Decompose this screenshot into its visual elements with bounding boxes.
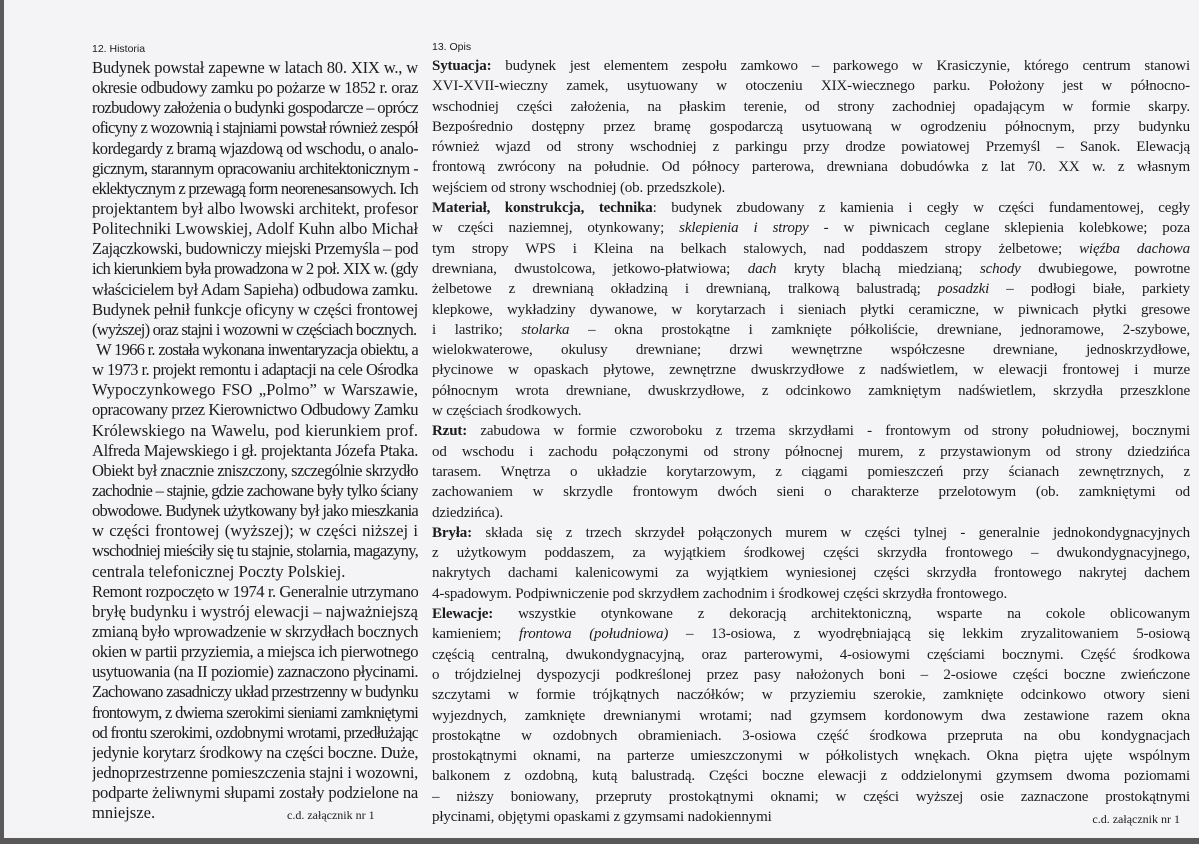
- text-line: opracowany przez Kierownictwo Odbudowy Zamku: [92, 400, 418, 420]
- text-segment: budynek jest elementem zespołu zamkowo – parkowego w Krasiczynie, którego centrum stanowi: [491, 58, 1190, 74]
- text-segment: w części naziemnej, otynkowany;: [432, 220, 680, 237]
- text-segment: wszystkie otynkowane z dekoracją architektoniczną, wsparte na cokole oblicowanym: [493, 606, 1190, 623]
- text-line: Budynek powstał zapewne w latach 80. XIX w., w: [92, 58, 418, 77]
- section-historia: [92, 40, 418, 823]
- text-line: Alfreda Majewskiego i gł. projektanta Józefa Ptaka.: [92, 440, 418, 460]
- text-line: [432, 198, 1190, 218]
- text-line: [432, 360, 1190, 380]
- text-line: jednoprzestrzenne pomieszczenia stajni i wozowni,: [92, 762, 418, 782]
- text-segment: – niższy boniowany, przepruty prostokątnymi oknami; w części wyższej osie zaznaczone prostokątnymi: [432, 788, 1190, 805]
- text-line: [432, 462, 1190, 482]
- text-line: Budynek pełnił funkcje oficyny w części frontowej: [92, 299, 418, 319]
- text-segment: od wschodu i zachodu połączonymi od strony północnej murem, z przystawionym od strony dziedzińca: [432, 443, 1190, 460]
- text-line: [432, 706, 1190, 726]
- text-segment: klepkowe, wykładziny dywanowe, w korytarzach i sieniach płytki ceramiczne, w piwnicach płytki gresowe: [432, 301, 1190, 318]
- text-segment: północnym wrota drewniane, dwuskrzydłowe, z odcinkowo zamkniętym nadświetlem, skrzydła przeszklone: [432, 382, 1190, 399]
- text-segment: żelbetowe z drewnianą okładziną i drewnianą, tralkową balustradą;: [432, 281, 938, 298]
- text-line: wschodniej mieściły się tu stajnie, stolarnia, magazyny,: [92, 541, 418, 561]
- text-line: [432, 787, 1190, 807]
- text-segment: składa się z trzech skrzydeł połączonych murem w części tylnej - generalnie jednokondygnacyjnych: [471, 524, 1190, 541]
- text-line: Zajączkowski, budowniczy miejski Przemyśla – pod: [92, 239, 418, 259]
- text-line: zmianą było wprowadzenie w skrzydłach bocznych: [92, 621, 418, 641]
- text-line: [432, 117, 1190, 137]
- text-line: [432, 766, 1190, 786]
- text-line: (wyższej) oraz stajni i wozowni w częściach bocznych.: [92, 319, 417, 339]
- text-segment: – podłogi białe, parkiety: [989, 281, 1190, 298]
- text-segment: wyjezdnych, zamknięte drewnianymi wrotami; nad gzymsem kordonowym dwa zestawione razem okna: [432, 707, 1190, 724]
- text-segment: zabudowa w formie czworoboku z trzema skrzydłami - frontowym od strony południowej, bocznymi: [467, 423, 1190, 440]
- paragraph-label: Rzut:: [432, 423, 468, 440]
- text-segment: wielokwaterowe, okulusy drewniane; drzwi wewnętrzne współczesne drewniane, jednoskrzydłowe,: [432, 342, 1190, 359]
- emphasis-term: posadzki: [937, 281, 990, 298]
- text-line: bryłę budynku i wystrój elewacji – najważniejszą: [92, 601, 418, 621]
- text-segment: balkonem z ozdobną, kutą balustradą. Części boczne elewacji z oddzielonymi gzymsem dwoma poziomami: [432, 768, 1190, 785]
- text-line: [432, 624, 1190, 644]
- text-segment: wejściem od strony wschodniej (ob. przedszkole).: [432, 179, 726, 196]
- continuation-note: c.d. załącznik nr 1: [287, 808, 375, 822]
- text-line: [432, 421, 1190, 441]
- text-line: kordegardy z bramą wjazdową od wschodu, o analo-: [92, 138, 418, 158]
- text-line: [432, 685, 1190, 705]
- text-line: projektantem był albo lwowski architekt, profesor: [92, 198, 418, 218]
- text-line: W 1966 r. została wykonana inwentaryzacja obiektu, a: [96, 339, 418, 359]
- text-line: [432, 381, 1190, 401]
- text-segment: - w piwnicach ceglane sklepienia kolebkowe; poza: [808, 220, 1190, 237]
- text-line: Remont rozpoczęto w 1974 r. Generalnie utrzymano: [92, 581, 418, 601]
- text-segment: dziedzińca).: [432, 504, 504, 521]
- text-line: mniejsze.: [92, 803, 156, 823]
- section-heading-historia: 12. Historia: [92, 43, 146, 55]
- section-heading-opis: 13. Opis: [432, 41, 472, 53]
- text-line: [432, 807, 772, 827]
- emphasis-term: schody: [979, 260, 1021, 277]
- text-line: Królewskiego na Wawelu, pod kierunkiem prof.: [92, 420, 418, 440]
- emphasis-term: sklepienia i stropy: [679, 220, 809, 237]
- text-segment: wschodniej części założenia, na płaskim terenie, od strony zachodniej opadającym w formie skarpy.: [432, 98, 1190, 115]
- text-line: [432, 157, 1190, 177]
- text-line: [432, 604, 1190, 624]
- opis-text: [432, 56, 1190, 827]
- emphasis-term: więźba dachowa: [1079, 240, 1190, 257]
- text-line: ich kierunkiem była prowadzona w 2 poł. XIX w. (gdy: [92, 259, 418, 279]
- text-line: [432, 56, 1190, 76]
- text-line: podparte żeliwnymi słupami zostały podzielone na: [92, 783, 418, 803]
- text-line: usytuowania (na II poziomie) zaznaczono płycinami.: [92, 662, 418, 682]
- text-segment: również wjazd od strony wschodniej z parkingu przy drodze powiatowej Przemyśl – Sanok. Elewacją: [432, 139, 1190, 156]
- emphasis-term: frontowa (południowa): [519, 626, 669, 643]
- text-line: zachodnie – stajnie, gdzie zachowane były tylko ściany: [92, 480, 418, 500]
- text-line: frontowym, z dwiema szerokimi sieniami zamkniętymi: [92, 702, 418, 722]
- historia-text: [92, 58, 418, 823]
- text-line: [432, 746, 1190, 766]
- text-segment: w częściach środkowych.: [432, 403, 582, 420]
- text-line: [432, 645, 1190, 665]
- text-line: [432, 543, 1190, 563]
- text-line: Politechniki Lwowskiej, Adolf Kuhn albo Michał: [92, 219, 418, 239]
- text-line: [432, 178, 725, 198]
- text-segment: XVI-XVII-wieczny zamek, usytuowany w otoczeniu XIX-wiecznego parku. Położony jest w północno-: [432, 78, 1190, 95]
- text-segment: płycinowe w opaskach płytowe, zewnętrzne dwuskrzydłowe z nadświetlem, w elewacji frontowej i murze: [432, 362, 1190, 379]
- text-line: Obiekt był znacznie zniszczony, szczególnie skrzydło: [92, 460, 418, 480]
- text-line: [432, 137, 1190, 157]
- paragraph-label: Bryła:: [432, 524, 472, 541]
- text-line: centrala telefonicznej Poczty Polskiej.: [92, 561, 346, 581]
- text-segment: szczytami w formie trójkątnych naczółków; w przyziemiu szerokie, zamknięte odcinkowo otwory sieni: [432, 687, 1190, 704]
- text-segment: tym stropy WPS i Kleina na belkach stalowych, nad poddaszem stropy żelbetowe;: [432, 240, 1080, 257]
- text-line: [432, 300, 1190, 320]
- section-opis: [432, 38, 1190, 827]
- text-segment: kryty blachą miedzianą;: [776, 260, 980, 277]
- text-line: od frontu szerokimi, ozdobnymi wrotami, przedłużając: [92, 722, 418, 742]
- text-line: Zachowano zasadniczy układ przestrzenny w budynku: [92, 682, 418, 702]
- text-segment: płycinami, objętymi opaskami z gzymsami nadokiennymi: [432, 808, 772, 825]
- text-segment: 4-spadowym. Podpiwniczenie pod skrzydłem zachodnim i środkowej części skrzydła frontowego.: [432, 585, 1008, 602]
- text-line: [432, 401, 581, 421]
- paragraph-label: Sytuacja:: [432, 58, 492, 74]
- text-line: [432, 523, 1190, 543]
- text-segment: – 13-osiowa, z wyodrębniającą się lekkim zryzalitowaniem 5-osiową: [668, 626, 1190, 643]
- text-segment: drewniana, dwustolcowa, jetkowo-płatwiowa;: [432, 260, 748, 277]
- emphasis-term: dach: [747, 260, 777, 277]
- text-segment: o trójdzielnej dyspozycji podkreślonej przez pasy nałożonych boni – 2-osiowe części boczne zwieńczone: [432, 666, 1190, 683]
- text-line: [432, 259, 1190, 279]
- text-segment: z użytkowym poddaszem, za wyjątkiem środkowej części skrzydła frontowego – dwukondygnacyjnego,: [432, 545, 1190, 562]
- text-line: gicznym, starannym opracowaniu architektonicznym -: [92, 158, 418, 178]
- text-line: [432, 239, 1190, 259]
- continuation-note: c.d. załącznik nr 1: [1092, 812, 1180, 826]
- text-segment: kamieniem;: [432, 626, 520, 643]
- text-line: [432, 726, 1190, 746]
- text-line: [432, 279, 1190, 299]
- emphasis-term: stolarka: [521, 321, 570, 338]
- text-line: [432, 97, 1190, 117]
- text-segment: tarasem. Wnętrza o układzie korytarzowym, z ciągami pomieszczeń przy ścianach zewnętrznych, z: [432, 463, 1190, 480]
- text-segment: Bezpośrednio dostępny przez bramę gospodarczą usytuowaną w ogrodzeniu północnym, przy budynku: [432, 118, 1190, 135]
- text-segment: frontową zwrócony na południe. Od północy parterowa, drewniana dobudówka z lat 70. XX w. z własnym: [432, 159, 1190, 176]
- text-segment: – okna prostokątne i zamknięte półkoliście, drewniane, jednoramowe, 2-szybowe,: [569, 321, 1190, 338]
- text-line: [432, 482, 1190, 502]
- text-line: właścicielem był Adam Sapieha) odbudowa zamku.: [92, 279, 418, 299]
- text-segment: zachowaniem w skrzydle frontowym dwóch sieni o charakterze przelotowym (ob. zamkniętymi od: [432, 484, 1190, 501]
- text-segment: częścią centralną, dwukondygnacyjną, oraz parterowymi, 4-osiowymi częściami bocznymi. Część środkowa: [432, 646, 1190, 663]
- text-line: obwodowe. Budynek użytkowany był jako mieszkania: [92, 501, 418, 521]
- text-line: rozbudowy założenia o budynki gospodarcze – oprócz: [92, 98, 418, 118]
- text-line: w 1973 r. projekt remontu i adaptacji na cele Ośrodka: [92, 360, 418, 380]
- text-line: okresie odbudowy zamku po pożarze w 1852 r. oraz: [92, 78, 418, 98]
- paragraph-label: Elewacje:: [432, 606, 494, 623]
- text-line: [432, 503, 503, 523]
- text-line: [432, 218, 1190, 238]
- text-line: eklektycznym z przewagą form neorenesansowych. Ich: [92, 178, 418, 198]
- text-line: okien w partii przyziemia, a miejsca ich pierwotnego: [92, 642, 418, 662]
- text-line: Wypoczynkowego FSO „Polmo” w Warszawie,: [92, 380, 418, 400]
- text-line: w części frontowej (wyższej); w części niższej i: [92, 521, 418, 541]
- text-line: [432, 76, 1190, 96]
- text-segment: i lastriko;: [432, 321, 522, 338]
- paragraph-label: Materiał, konstrukcja, technika: [432, 200, 653, 217]
- text-segment: prostokątnymi oknami, na parterze umieszczonymi w półkolistych wnękach. Okna piętra ujęte wspólnym: [432, 748, 1190, 765]
- text-line: [432, 563, 1190, 583]
- text-segment: prostokątne w ozdobnych obramieniach. 3-osiowa część środkowa przepruta na obu kondygnacjach: [432, 727, 1190, 744]
- text-segment: dwubiegowe, powrotne: [1020, 260, 1190, 277]
- text-line: [432, 442, 1190, 462]
- text-line: oficyny z wozownią i stajniami powstał również zespół: [92, 118, 418, 138]
- text-line: [432, 584, 1007, 604]
- scanned-document-page: [4, 0, 1199, 838]
- text-segment: nakrytych dachami kalenicowymi za wyjątkiem wyniesionej części skrzydła frontowego nakrytej dachem: [432, 565, 1190, 582]
- text-line: [432, 320, 1190, 340]
- text-line: jedynie korytarz środkowy na części boczne. Duże,: [92, 742, 418, 762]
- text-segment: : budynek zbudowany z kamienia i cegły w części fundamentowej, cegły: [652, 200, 1190, 217]
- text-line: [432, 340, 1190, 360]
- text-line: [432, 665, 1190, 685]
